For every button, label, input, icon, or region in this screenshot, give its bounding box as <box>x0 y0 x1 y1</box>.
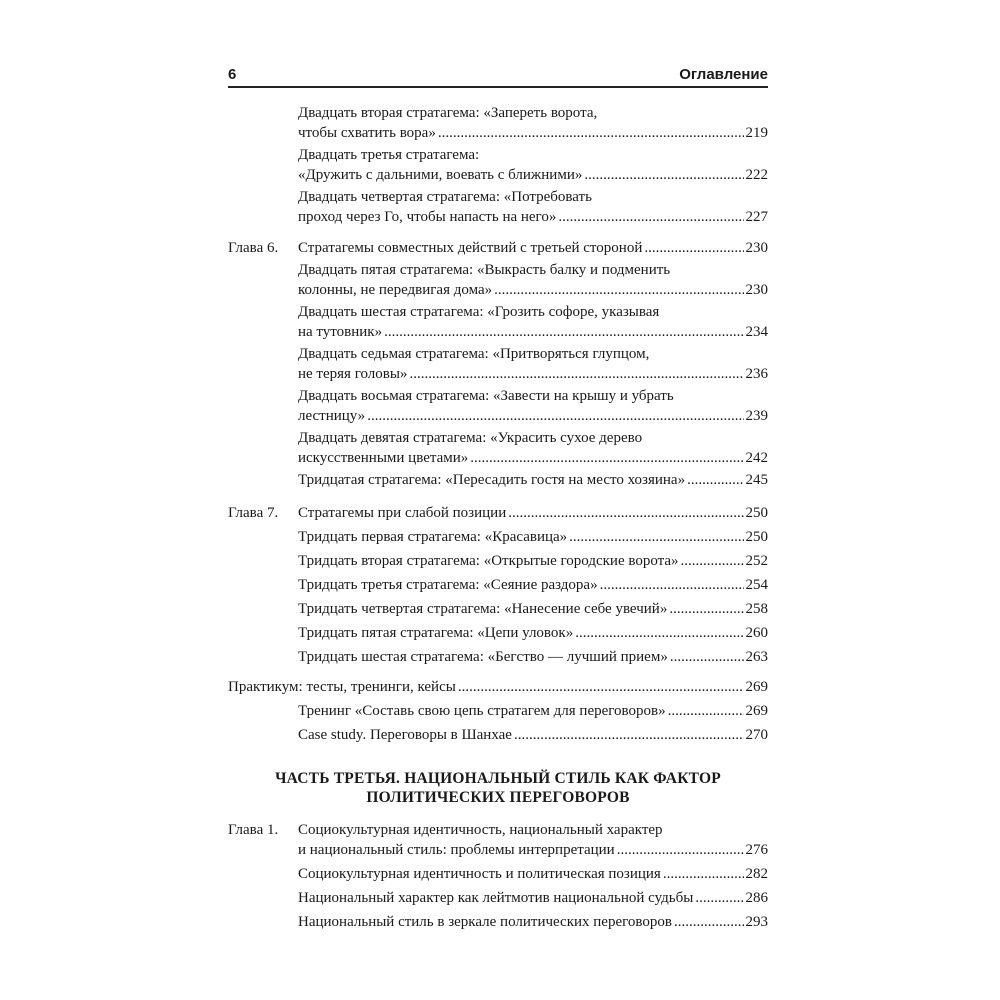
toc-entry-title: Тридцать четвертая стратагема: «Нанесение себе увечий» <box>298 601 668 617</box>
toc-entry <box>228 647 768 667</box>
toc-entry-line1: Двадцать восьмая стратагема: «Завести на крышу и убрать <box>298 388 674 404</box>
toc-entry-line2: искусственными цветами» <box>298 450 469 466</box>
part-heading-line1: ЧАСТЬ ТРЕТЬЯ. НАЦИОНАЛЬНЫЙ СТИЛЬ КАК ФАКТОР <box>275 770 721 787</box>
toc-entry-title: Тридцать пятая стратагема: «Цепи уловок» <box>298 625 574 641</box>
toc-page-number: 293 <box>745 914 768 930</box>
toc-page-number: 227 <box>745 209 768 225</box>
leader-dots <box>575 623 743 643</box>
leader-dots <box>384 322 743 342</box>
chapter-title: Стратагемы совместных действий с третьей стороной <box>298 240 643 256</box>
leader-dots <box>409 364 743 384</box>
toc-entry-line2: проход через Го, чтобы напасть на него» <box>298 209 557 225</box>
toc-entry <box>228 599 768 619</box>
toc-entry <box>228 187 768 227</box>
toc-entry-line2: колонны, не передвигая дома» <box>298 282 493 298</box>
chapter-title-line1: Социокультурная идентичность, национальный характер <box>298 822 663 838</box>
toc-page-number: 269 <box>745 703 768 719</box>
toc-chapter-entry <box>228 820 768 860</box>
toc-page-number: 286 <box>745 890 768 906</box>
toc-page-number: 222 <box>745 167 768 183</box>
toc-page-number: 236 <box>745 366 768 382</box>
toc-entry <box>228 888 768 908</box>
part-heading-line2: ПОЛИТИЧЕСКИХ ПЕРЕГОВОРОВ <box>366 789 630 806</box>
toc-entry <box>228 551 768 571</box>
toc-entry <box>228 864 768 884</box>
toc-entry-title: Национальный характер как лейтмотив национальной судьбы <box>298 890 694 906</box>
leader-dots <box>644 238 743 258</box>
toc-page-number: 250 <box>745 529 768 545</box>
toc-entry-title: Тренинг «Составь свою цепь стратагем для переговоров» <box>298 703 666 719</box>
toc-entry <box>228 344 768 384</box>
toc-block-1 <box>228 103 768 227</box>
toc-page-number: 276 <box>745 842 768 858</box>
toc-entry <box>228 623 768 643</box>
toc-entry-title: Case study. Переговоры в Шанхае <box>298 727 512 743</box>
toc-entry-title: Тридцатая стратагема: «Пересадить гостя на место хозяина» <box>298 472 686 488</box>
toc-entry-line1: Двадцать девятая стратагема: «Украсить сухое дерево <box>298 430 643 446</box>
leader-dots <box>558 207 743 227</box>
toc-entry-line2: не теряя головы» <box>298 366 408 382</box>
chapter-label: Глава 1. <box>228 822 279 838</box>
toc-page-number: 230 <box>745 240 768 256</box>
leader-dots <box>494 280 743 300</box>
toc-chapter-entry <box>228 238 768 258</box>
toc-entry-line1: Двадцать третья стратагема: <box>298 147 480 163</box>
toc-page-number: 250 <box>745 505 768 521</box>
toc-page-number: 282 <box>745 866 768 882</box>
leader-dots <box>695 888 743 908</box>
toc-page-number: 239 <box>745 408 768 424</box>
toc-chapter-entry <box>228 503 768 523</box>
toc-entry <box>228 527 768 547</box>
toc-chapter-7 <box>228 503 768 667</box>
chapter-label: Глава 7. <box>228 505 279 521</box>
toc-page-number: 234 <box>745 324 768 340</box>
toc-entry-line2: «Дружить с дальними, воевать с ближними» <box>298 167 583 183</box>
toc-entry-title: Социокультурная идентичность и политическая позиция <box>298 866 661 882</box>
leader-dots <box>508 503 743 523</box>
toc-entry <box>228 302 768 342</box>
leader-dots <box>674 912 744 932</box>
toc-entry <box>228 103 768 143</box>
leader-dots <box>569 527 743 547</box>
toc-page-number: 252 <box>745 553 768 569</box>
toc-page-number: 270 <box>745 727 768 743</box>
toc-entry <box>228 428 768 468</box>
leader-dots <box>514 725 744 745</box>
leader-dots <box>669 599 743 619</box>
toc-part3-chapter-1 <box>228 820 768 932</box>
toc-entry <box>228 912 768 932</box>
toc-page-number: 242 <box>745 450 768 466</box>
leader-dots <box>687 470 743 490</box>
toc-entry-line1: Двадцать вторая стратагема: «Запереть ворота, <box>298 105 598 121</box>
toc-page-number: 219 <box>745 125 768 141</box>
toc-entry-line2: на тутовник» <box>298 324 383 340</box>
chapter-label: Глава 6. <box>228 240 279 256</box>
toc-entry <box>228 386 768 426</box>
toc-practicum <box>228 677 768 745</box>
toc-entry <box>228 470 768 490</box>
toc-entry-title: Тридцать шестая стратагема: «Бегство — лучший прием» <box>298 649 668 665</box>
toc-page-number: 230 <box>745 282 768 298</box>
leader-dots <box>438 123 744 143</box>
chapter-title: Стратагемы при слабой позиции <box>298 505 507 521</box>
part-heading <box>228 769 768 807</box>
toc-page-number: 269 <box>745 679 768 695</box>
leader-dots <box>663 864 744 884</box>
toc-entry <box>228 260 768 300</box>
toc-page-number: 245 <box>745 472 768 488</box>
leader-dots <box>670 647 744 667</box>
practicum-title: Практикум: тесты, тренинги, кейсы <box>228 679 456 695</box>
leader-dots <box>668 701 744 721</box>
leader-dots <box>470 448 743 468</box>
toc-entry-line1: Двадцать четвертая стратагема: «Потребовать <box>298 189 592 205</box>
toc-entry <box>228 145 768 185</box>
toc-practicum-entry <box>228 677 768 697</box>
toc-entry <box>228 575 768 595</box>
toc-entry-title: Тридцать третья стратагема: «Сеяние раздора» <box>298 577 598 593</box>
toc-entry <box>228 725 768 745</box>
page-header <box>228 64 768 88</box>
leader-dots <box>367 406 743 426</box>
leader-dots <box>681 551 744 571</box>
toc-page-number: 258 <box>745 601 768 617</box>
running-title: Оглавление <box>679 66 768 83</box>
toc-entry-line1: Двадцать седьмая стратагема: «Притворяться глупцом, <box>298 346 650 362</box>
toc-entry-title: Тридцать вторая стратагема: «Открытые городские ворота» <box>298 553 679 569</box>
toc-entry-line2: лестницу» <box>298 408 366 424</box>
leader-dots <box>600 575 744 595</box>
leader-dots <box>584 165 743 185</box>
toc-page-number: 263 <box>745 649 768 665</box>
leader-dots <box>458 677 744 697</box>
toc-entry-line2: чтобы схватить вора» <box>298 125 436 141</box>
toc-entry-line1: Двадцать пятая стратагема: «Выкрасть балку и подменить <box>298 262 671 278</box>
toc-entry <box>228 701 768 721</box>
page-number: 6 <box>228 66 237 83</box>
toc-entry-line1: Двадцать шестая стратагема: «Грозить софоре, указывая <box>298 304 660 320</box>
toc-entry-title: Национальный стиль в зеркале политических переговоров <box>298 914 672 930</box>
leader-dots <box>617 840 744 860</box>
toc-page-number: 260 <box>745 625 768 641</box>
toc-entry-title: Тридцать первая стратагема: «Красавица» <box>298 529 568 545</box>
toc-chapter-6 <box>228 238 768 490</box>
chapter-title-line2: и национальный стиль: проблемы интерпретации <box>298 842 615 858</box>
toc-page-number: 254 <box>745 577 768 593</box>
